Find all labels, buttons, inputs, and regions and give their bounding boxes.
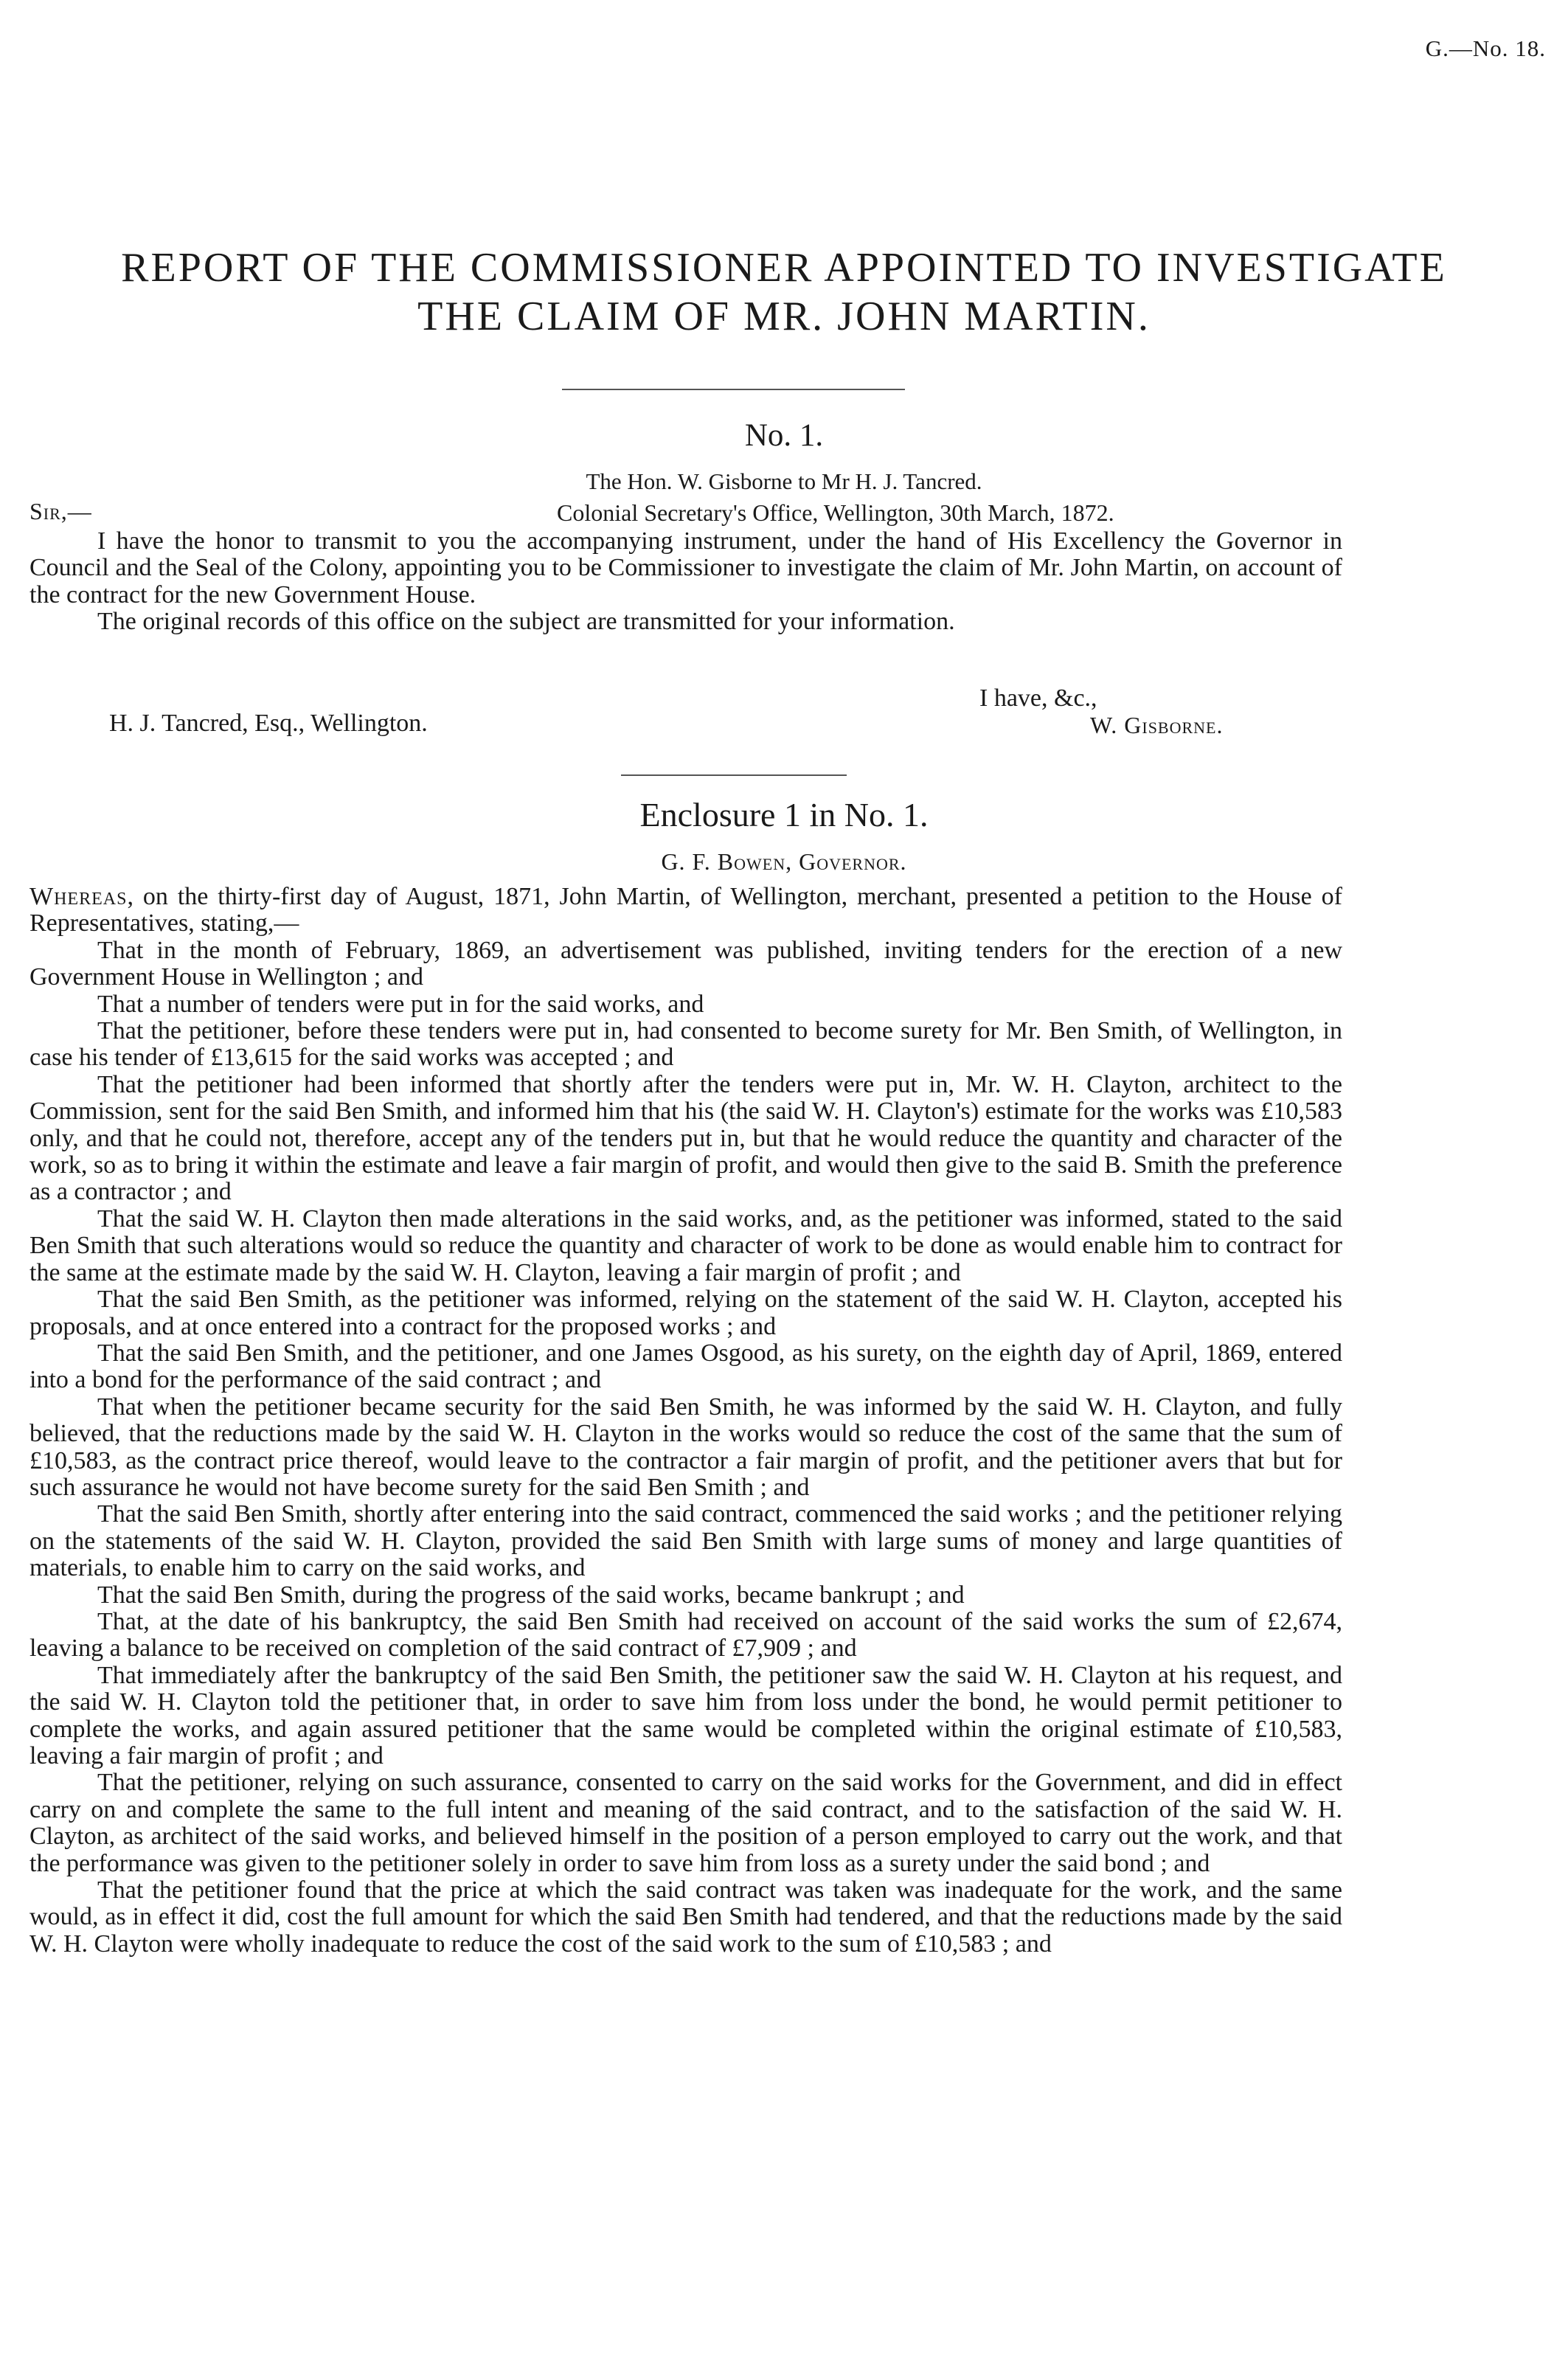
petition-paragraph: That the petitioner, before these tenders were put in, had consented to become surety for Mr. Ben Smith, of Wellington, in case his tender of £13,615 for the said works was accepted ; and — [30, 1017, 1342, 1072]
letter-paragraph: The original records of this office on the subject are transmitted for your information. — [97, 608, 955, 636]
petition-paragraph: That the petitioner had been informed that shortly after the tenders were put in, Mr. W. H. Clayton, architect to the Commission, sent for the said Ben Smith, and informed him that his (the said W. H. Clayton's) estimate for the works was £10,583 only, and that he could not, therefore, accept any of the tenders put in, but that he would reduce the quantity and character of the work, so as to bring it within the estimate and leave a fair margin of profit, and would then give to the said B. Smith the preference as a contractor ; and — [30, 1070, 1342, 1206]
petition-paragraph: That the said Ben Smith, as the petitioner was informed, relying on the statement of the said W. H. Clayton, accepted his proposals, and at once entered into a contract for the proposed works ; and — [30, 1286, 1342, 1340]
enclosure-heading: Enclosure 1 in No. 1. — [639, 796, 929, 833]
letter-body — [30, 528, 1342, 636]
page-reference: G.—No. 18. — [1425, 35, 1546, 61]
petition-body — [30, 884, 1342, 1958]
governor-line: G. F. Bowen, Governor. — [661, 848, 907, 875]
dateline: Colonial Secretary's Office, Wellington, 30th March, 1872. — [557, 499, 1114, 526]
report-title-line-2: THE CLAIM OF MR. JOHN MARTIN. — [417, 294, 1151, 339]
report-title-line-1: REPORT OF THE COMMISSIONER APPOINTED TO INVESTIGATE — [121, 245, 1447, 291]
petition-paragraph: That the said Ben Smith, shortly after entering into the said contract, commenced the said works ; and the petitioner relying on the statements of the said W. H. Clayton, provided the said Ben Smith with large sums of money and large quantities of materials, to enable him to carry on the said works, and — [30, 1500, 1342, 1582]
petition-paragraph: That the said Ben Smith, and the petitioner, and one James Osgood, as his surety, on the eighth day of April, 1869, entered into a bond for the performance of the said contract ; and — [30, 1339, 1342, 1394]
opening-rest: , on the thirty-first day of August, 1871, John Martin, of Wellington, merchant, presented a petition to the House of Representatives, stating,— — [30, 883, 1342, 937]
petition-paragraph: That the petitioner, relying on such assurance, consented to carry on the said works for the Government, and did in effect carry on and complete the same to the full intent and meaning of the said contract, and to the satisfaction of the said W. H. Clayton, as architect of the said works, and believed himself in the position of a person employed to carry out the work, and that the performance was given to the petitioner solely in order to save him from loss as a surety under the said bond ; and — [30, 1769, 1342, 1877]
report-title — [44, 243, 1524, 341]
section-divider — [621, 774, 847, 776]
petition-paragraph: That a number of tenders were put in for the said works, and — [97, 990, 704, 1018]
petition-paragraph: That the said Ben Smith, during the progress of the said works, became bankrupt ; and — [97, 1581, 965, 1609]
letter-number: No. 1. — [744, 418, 824, 453]
addressee: H. J. Tancred, Esq., Wellington. — [109, 710, 428, 737]
petition-paragraph: That the petitioner found that the price at which the said contract was taken was inadequate for the work, and the same would, as in effect it did, cost the full amount for which the said Ben Smith had tendered, and that the reductions made by the said W. H. Clayton were wholly inadequate to reduce the cost of the said work to the sum of £10,583 ; and — [30, 1876, 1342, 1958]
letter-from-to: The Hon. W. Gisborne to Mr H. J. Tancred. — [586, 468, 982, 494]
petition-opening — [30, 884, 1342, 937]
petition-paragraph: That the said W. H. Clayton then made alterations in the said works, and, as the petitioner was informed, stated to the said Ben Smith that such alterations would so reduce the quantity and character of work to be done as would enable him to contract for the same at the estimate made by the said W. H. Clayton, leaving a fair margin of profit ; and — [30, 1204, 1342, 1286]
letter-paragraph: I have the honor to transmit to you the accompanying instrument, under the hand of His Excellency the Governor in Council and the Seal of the Colony, appointing you to be Commissioner to investigate the claim of Mr. John Martin, on account of the contract for the new Government House. — [30, 527, 1342, 609]
petition-paragraph: That in the month of February, 1869, an advertisement was published, inviting tenders for the erection of a new Government House in Wellington ; and — [30, 936, 1342, 991]
petition-paragraph: That immediately after the bankruptcy of the said Ben Smith, the petitioner saw the said W. H. Clayton at his request, and the said W. H. Clayton told the petitioner that, in order to save him from loss under the bond, he would permit petitioner to complete the works, and again assured petitioner that the same would be completed within the original estimate of £10,583, leaving a fair margin of profit ; and — [30, 1661, 1342, 1769]
salutation: Sir,— — [30, 498, 92, 524]
closing: I have, &c., — [979, 684, 1097, 712]
petition-paragraph: That, at the date of his bankruptcy, the said Ben Smith had received on account of the said works the sum of £2,674, leaving a balance to be received on completion of the said contract of £7,909 ; and — [30, 1607, 1342, 1663]
signature: W. Gisborne. — [1090, 712, 1224, 738]
opening-word: Whereas — [30, 883, 128, 910]
petition-paragraph: That when the petitioner became security for the said Ben Smith, he was informed by the said W. H. Clayton, and fully believed, that the reductions made by the said W. H. Clayton in the works would so reduce the cost of the same that the sum of £10,583, as the contract price thereof, would leave to the contractor a fair margin of profit, and the petitioner avers that but for such assurance he would not have become surety for the said Ben Smith ; and — [30, 1393, 1342, 1501]
title-divider — [562, 389, 905, 390]
